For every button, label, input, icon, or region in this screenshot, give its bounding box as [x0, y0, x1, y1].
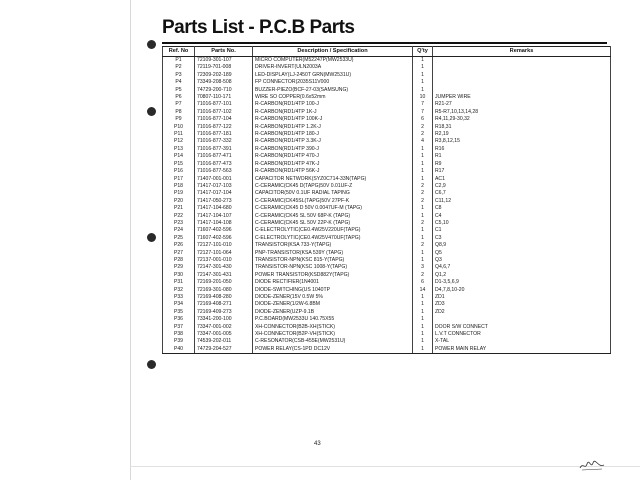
- cell-ref: P8: [163, 109, 195, 116]
- cell-description: TRANSISTOR(KSA 733-Y(TAPG): [253, 242, 413, 249]
- cell-description: C-CERAMIC(CK45 SL 50V 68P-K (TAPG): [253, 213, 413, 220]
- cell-qty: 2: [413, 131, 433, 138]
- cell-part-no: 71607-402-596: [195, 227, 253, 234]
- cell-remarks: JUMPER WIRE: [433, 94, 611, 101]
- table-row: [163, 161, 611, 168]
- cell-remarks: [433, 57, 611, 65]
- cell-qty: 1: [413, 72, 433, 79]
- cell-qty: 1: [413, 294, 433, 301]
- cell-description: POWER RELAY(CS-1PD DC12V: [253, 346, 413, 354]
- cell-qty: 7: [413, 109, 433, 116]
- cell-remarks: [433, 64, 611, 71]
- cell-qty: 1: [413, 324, 433, 331]
- cell-description: DIODE-ZENER(15V 0.5W 5%: [253, 294, 413, 301]
- cell-ref: P5: [163, 87, 195, 94]
- cell-qty: 2: [413, 242, 433, 249]
- cell-ref: P40: [163, 346, 195, 354]
- title-underline: [162, 42, 607, 44]
- cell-remarks: R2,19: [433, 131, 611, 138]
- cell-description: C-CERAMIC(CK45 D 50V 0.0047UF-M (TAPG): [253, 205, 413, 212]
- cell-description: CAPACITOR(50V 0.1UF RADIAL TAPING: [253, 190, 413, 197]
- cell-description: PNP-TRANSISTOR(KSA 539Y (TAPG): [253, 250, 413, 257]
- cell-part-no: 72109-301-107: [195, 57, 253, 65]
- cell-remarks: Q4,6,7: [433, 264, 611, 271]
- cell-qty: 14: [413, 287, 433, 294]
- cell-description: C-ELECTROLYTIC(CE0.4W25V220UF(TAPG): [253, 227, 413, 234]
- cell-remarks: [433, 72, 611, 79]
- cell-qty: 1: [413, 176, 433, 183]
- cell-qty: 1: [413, 301, 433, 308]
- cell-part-no: 72169-409-273: [195, 309, 253, 316]
- table-row: [163, 279, 611, 286]
- col-header-part-no: Parts No.: [195, 47, 253, 57]
- cell-description: R-CARBON(RD1/4TP 390-J: [253, 146, 413, 153]
- cell-remarks: [433, 316, 611, 323]
- table-row: [163, 242, 611, 249]
- cell-part-no: 71417-050-273: [195, 198, 253, 205]
- cell-remarks: R1: [433, 153, 611, 160]
- cell-part-no: 72169-408-271: [195, 301, 253, 308]
- cell-remarks: C2,9: [433, 183, 611, 190]
- punch-hole-icon: [147, 40, 156, 49]
- col-header-qty: Q'ty: [413, 47, 433, 57]
- table-row: [163, 87, 611, 94]
- cell-description: POWER TRANSISTOR(KSD882Y(TAPG): [253, 272, 413, 279]
- table-row: [163, 257, 611, 264]
- cell-remarks: ZD3: [433, 301, 611, 308]
- table-row: [163, 124, 611, 131]
- cell-part-no: 71016-877-181: [195, 131, 253, 138]
- cell-qty: 6: [413, 279, 433, 286]
- cell-remarks: C1: [433, 227, 611, 234]
- table-row: [163, 146, 611, 153]
- cell-description: C-CERAMIC(CK45 SL 50V 22P-K (TAPG): [253, 220, 413, 227]
- cell-description: CAPACITOR NETWORK(SYZ0C714-33N(TAPG): [253, 176, 413, 183]
- cell-qty: 2: [413, 272, 433, 279]
- cell-part-no: 71016-877-391: [195, 146, 253, 153]
- cell-qty: 2: [413, 183, 433, 190]
- table-row: [163, 79, 611, 86]
- cell-remarks: R3,8,12,15: [433, 138, 611, 145]
- cell-ref: P16: [163, 168, 195, 175]
- cell-ref: P28: [163, 257, 195, 264]
- cell-ref: P23: [163, 220, 195, 227]
- cell-ref: P19: [163, 190, 195, 197]
- cell-ref: P15: [163, 161, 195, 168]
- parts-table-body: [163, 57, 611, 354]
- cell-ref: P35: [163, 309, 195, 316]
- cell-qty: 1: [413, 146, 433, 153]
- cell-part-no: 71016-877-101: [195, 101, 253, 108]
- cell-part-no: 72119-701-008: [195, 64, 253, 71]
- cell-description: R-CARBON(RD1/4TP 47K-J: [253, 161, 413, 168]
- cell-part-no: 74729-204-527: [195, 346, 253, 354]
- table-header-row: [163, 47, 611, 57]
- table-row: [163, 294, 611, 301]
- table-row: [163, 272, 611, 279]
- table-row: [163, 331, 611, 338]
- cell-remarks: R16: [433, 146, 611, 153]
- table-row: [163, 190, 611, 197]
- punch-hole-icon: [147, 233, 156, 242]
- cell-remarks: C3: [433, 235, 611, 242]
- cell-description: BUZZER-PIEZO(BCF-27-03(SAMSUNG): [253, 87, 413, 94]
- cell-part-no: 71016-877-563: [195, 168, 253, 175]
- cell-description: R-CARBON(RD1/4TP 56K-J: [253, 168, 413, 175]
- table-row: [163, 301, 611, 308]
- cell-description: R-CARBON(RD1/4TP 1.2K-J: [253, 124, 413, 131]
- cell-description: DIODE-SWITCHING(US 1040TP: [253, 287, 413, 294]
- page-title: Parts List - P.C.B Parts: [162, 17, 355, 38]
- cell-ref: P38: [163, 331, 195, 338]
- cell-ref: P33: [163, 294, 195, 301]
- cell-part-no: 71016-877-473: [195, 161, 253, 168]
- cell-qty: 1: [413, 227, 433, 234]
- cell-part-no: 72127-101-064: [195, 250, 253, 257]
- cell-part-no: 71417-104-108: [195, 220, 253, 227]
- cell-part-no: 71407-001-001: [195, 176, 253, 183]
- punch-hole-icon: [147, 360, 156, 369]
- cell-remarks: D1-3,5,6,9: [433, 279, 611, 286]
- cell-qty: 1: [413, 331, 433, 338]
- cell-part-no: 72169-201-050: [195, 279, 253, 286]
- page-header: [162, 17, 607, 44]
- cell-qty: 2: [413, 198, 433, 205]
- cell-remarks: AC1: [433, 176, 611, 183]
- cell-description: MICRO COMPUTER(M52247P(MW2533U): [253, 57, 413, 65]
- cell-description: C-RESONATOR(CSB-455E(MW2531U): [253, 338, 413, 345]
- cell-ref: P10: [163, 124, 195, 131]
- cell-part-no: 72169-301-080: [195, 287, 253, 294]
- table-row: [163, 72, 611, 79]
- table-row: [163, 316, 611, 323]
- cell-ref: P24: [163, 227, 195, 234]
- cell-description: R-CARBON(RD1/4TP 180-J: [253, 131, 413, 138]
- cell-remarks: Q3: [433, 257, 611, 264]
- cell-ref: P7: [163, 101, 195, 108]
- cell-part-no: 72147-301-430: [195, 264, 253, 271]
- table-row: [163, 220, 611, 227]
- cell-qty: 1: [413, 316, 433, 323]
- cell-remarks: R18,31: [433, 124, 611, 131]
- parts-table: [162, 46, 611, 354]
- cell-ref: P39: [163, 338, 195, 345]
- table-row: [163, 183, 611, 190]
- cell-qty: 1: [413, 153, 433, 160]
- cell-qty: 1: [413, 213, 433, 220]
- table-row: [163, 64, 611, 71]
- cell-qty: 10: [413, 94, 433, 101]
- table-row: [163, 138, 611, 145]
- cell-ref: P12: [163, 138, 195, 145]
- table-row: [163, 346, 611, 354]
- cell-ref: P13: [163, 146, 195, 153]
- table-row: [163, 235, 611, 242]
- cell-part-no: 71417-017-103: [195, 183, 253, 190]
- cell-remarks: [433, 87, 611, 94]
- table-row: [163, 101, 611, 108]
- cell-qty: 7: [413, 101, 433, 108]
- cell-qty: 1: [413, 309, 433, 316]
- table-row: [163, 227, 611, 234]
- cell-remarks: Q1,2: [433, 272, 611, 279]
- cell-part-no: 71417-104-107: [195, 213, 253, 220]
- cell-ref: P36: [163, 316, 195, 323]
- cell-qty: 1: [413, 338, 433, 345]
- cell-qty: 2: [413, 220, 433, 227]
- cell-part-no: 71016-877-332: [195, 138, 253, 145]
- cell-remarks: C6,7: [433, 190, 611, 197]
- cell-part-no: 71016-877-122: [195, 124, 253, 131]
- cell-qty: 1: [413, 250, 433, 257]
- cell-description: DIODE RECTIFIER(1N4001: [253, 279, 413, 286]
- cell-remarks: C5,10: [433, 220, 611, 227]
- cell-ref: P1: [163, 57, 195, 65]
- cell-part-no: 73341-200-100: [195, 316, 253, 323]
- cell-part-no: 71607-402-596: [195, 235, 253, 242]
- page-number: 43: [314, 441, 321, 447]
- cell-qty: 1: [413, 235, 433, 242]
- cell-description: LED-DISPLAY(LJ-2450T GRN(MW2531U): [253, 72, 413, 79]
- cell-description: C-CERAMIC(CK45SL(TAPG)50V 27PF-K: [253, 198, 413, 205]
- cell-ref: P30: [163, 272, 195, 279]
- cell-part-no: 74539-202-011: [195, 338, 253, 345]
- cell-description: R-CARBON(RD1/4TP 3.3K-J: [253, 138, 413, 145]
- cell-qty: 3: [413, 264, 433, 271]
- cell-part-no: 72169-408-280: [195, 294, 253, 301]
- cell-part-no: 71417-104-680: [195, 205, 253, 212]
- cell-description: R-CARBON(RD1/4TP 100K-J: [253, 116, 413, 123]
- cell-ref: P26: [163, 242, 195, 249]
- cell-description: DRIVER-INVERT(ULN2003A: [253, 64, 413, 71]
- table-row: [163, 176, 611, 183]
- cell-description: R-CARBON(RD1/4TP 100-J: [253, 101, 413, 108]
- cell-ref: P18: [163, 183, 195, 190]
- cell-part-no: 73347-001-005: [195, 331, 253, 338]
- cell-description: TRANSISTOR-NPN(KSC 1008-Y(TAPG): [253, 264, 413, 271]
- table-row: [163, 94, 611, 101]
- table-row: [163, 264, 611, 271]
- cell-qty: 1: [413, 87, 433, 94]
- cell-remarks: X-TAL: [433, 338, 611, 345]
- cell-description: C-CERAMIC(CK45 D(TAPG)50V 0.01UF-Z: [253, 183, 413, 190]
- page-left-edge: [130, 0, 131, 480]
- cell-ref: P27: [163, 250, 195, 257]
- cell-remarks: Q8,9: [433, 242, 611, 249]
- table-row: [163, 57, 611, 65]
- cell-ref: P31: [163, 279, 195, 286]
- cell-ref: P14: [163, 153, 195, 160]
- cell-description: XH-CONNECTOR(B2B-XH(STICK): [253, 324, 413, 331]
- cell-ref: P29: [163, 264, 195, 271]
- cell-part-no: 72137-001-010: [195, 257, 253, 264]
- cell-remarks: R4,11,29-30,32: [433, 116, 611, 123]
- cell-remarks: [433, 79, 611, 86]
- cell-ref: P17: [163, 176, 195, 183]
- table-row: [163, 109, 611, 116]
- table-row: [163, 309, 611, 316]
- cell-ref: P20: [163, 198, 195, 205]
- cell-remarks: DOOR S/W CONNECT: [433, 324, 611, 331]
- cell-ref: P3: [163, 72, 195, 79]
- table-row: [163, 198, 611, 205]
- cell-remarks: L.V.T CONNECTOR: [433, 331, 611, 338]
- cell-description: R-CARBON(RD1/4TP 1K-J: [253, 109, 413, 116]
- cell-description: XH-CONNECTOR(B2P-VH(STICK): [253, 331, 413, 338]
- cell-qty: 6: [413, 116, 433, 123]
- cell-qty: 1: [413, 64, 433, 71]
- cell-description: DIODE-ZENER(UZP-9.1B: [253, 309, 413, 316]
- cell-ref: P32: [163, 287, 195, 294]
- cell-remarks: C8: [433, 205, 611, 212]
- cell-ref: P4: [163, 79, 195, 86]
- cell-remarks: Q5: [433, 250, 611, 257]
- cell-part-no: 74729-200-710: [195, 87, 253, 94]
- cell-ref: P22: [163, 213, 195, 220]
- cell-description: C-ELECTROLYTIC(CE0.4W25V470UF(TAPG): [253, 235, 413, 242]
- cell-remarks: R9: [433, 161, 611, 168]
- cell-description: P.C.BOARD(MW2533U 140.75X55: [253, 316, 413, 323]
- cell-ref: P9: [163, 116, 195, 123]
- cell-ref: P34: [163, 301, 195, 308]
- cell-part-no: 72127-101-010: [195, 242, 253, 249]
- table-row: [163, 287, 611, 294]
- cell-part-no: 72309-202-189: [195, 72, 253, 79]
- cell-qty: 2: [413, 124, 433, 131]
- cell-remarks: ZD2: [433, 309, 611, 316]
- cell-part-no: 73349-208-508: [195, 79, 253, 86]
- col-header-remarks: Remarks: [433, 47, 611, 57]
- cell-remarks: D4,7,8,10-20: [433, 287, 611, 294]
- page-bottom-edge: [130, 466, 640, 467]
- col-header-description: Description / Specification: [253, 47, 413, 57]
- cell-remarks: R17: [433, 168, 611, 175]
- table-row: [163, 168, 611, 175]
- handwritten-signature-icon: [578, 458, 606, 472]
- cell-qty: 4: [413, 138, 433, 145]
- table-row: [163, 131, 611, 138]
- cell-qty: 1: [413, 346, 433, 354]
- cell-remarks: ZD1: [433, 294, 611, 301]
- cell-description: TRANSISTOR-NPN(KSC 815-Y(TAPG): [253, 257, 413, 264]
- cell-part-no: 73347-001-002: [195, 324, 253, 331]
- cell-remarks: R5-R7,10,13,14,28: [433, 109, 611, 116]
- cell-part-no: 70807-110-171: [195, 94, 253, 101]
- cell-ref: P37: [163, 324, 195, 331]
- cell-description: FP CONNECTOR(2035S11V000: [253, 79, 413, 86]
- cell-ref: P21: [163, 205, 195, 212]
- cell-ref: P11: [163, 131, 195, 138]
- cell-remarks: R21-27: [433, 101, 611, 108]
- cell-part-no: 71016-877-471: [195, 153, 253, 160]
- table-row: [163, 338, 611, 345]
- cell-part-no: 71016-877-102: [195, 109, 253, 116]
- table-row: [163, 116, 611, 123]
- cell-ref: P2: [163, 64, 195, 71]
- table-row: [163, 324, 611, 331]
- table-row: [163, 153, 611, 160]
- cell-description: DIODE-ZENER(1/2W-6.8BM: [253, 301, 413, 308]
- cell-ref: P25: [163, 235, 195, 242]
- cell-qty: 1: [413, 205, 433, 212]
- cell-qty: 1: [413, 79, 433, 86]
- cell-ref: P6: [163, 94, 195, 101]
- cell-qty: 2: [413, 190, 433, 197]
- table-row: [163, 205, 611, 212]
- cell-description: R-CARBON(RD1/4TP 470-J: [253, 153, 413, 160]
- cell-qty: 1: [413, 161, 433, 168]
- cell-description: WIRE SO COPPER(0.6x52mm: [253, 94, 413, 101]
- cell-remarks: C11,12: [433, 198, 611, 205]
- cell-part-no: 72147-301-431: [195, 272, 253, 279]
- cell-part-no: 71417-017-104: [195, 190, 253, 197]
- cell-qty: 1: [413, 57, 433, 65]
- punch-hole-icon: [147, 107, 156, 116]
- cell-remarks: POWER MAIN RELAY: [433, 346, 611, 354]
- table-row: [163, 250, 611, 257]
- table-row: [163, 213, 611, 220]
- cell-qty: 1: [413, 257, 433, 264]
- col-header-ref: Ref. No: [163, 47, 195, 57]
- cell-remarks: C4: [433, 213, 611, 220]
- cell-qty: 1: [413, 168, 433, 175]
- cell-part-no: 71016-877-104: [195, 116, 253, 123]
